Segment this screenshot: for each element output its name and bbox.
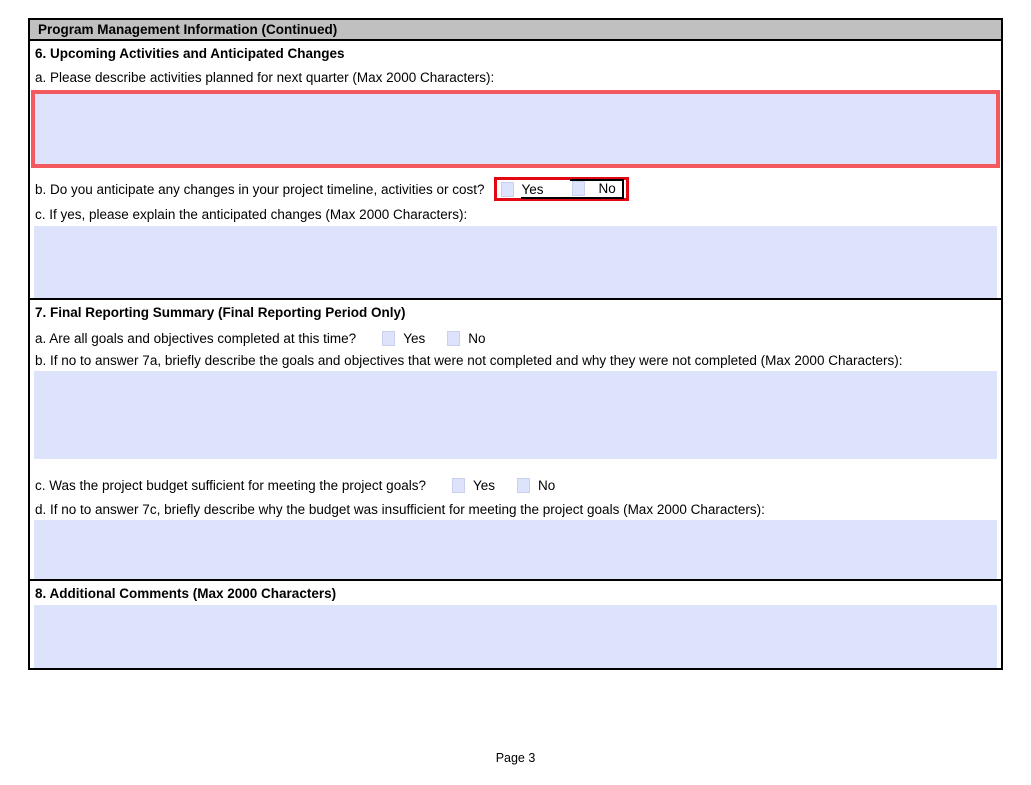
question-6c-label: c. If yes, please explain the anticipated changes (Max 2000 Characters): [35, 207, 468, 222]
question-6b-row [35, 177, 1001, 201]
question-7a-yes-label: Yes [403, 331, 426, 346]
program-management-form [28, 18, 1003, 670]
question-6b-option-strip [521, 179, 623, 199]
form-header-bar [30, 20, 1001, 41]
activities-next-quarter-field[interactable] [35, 94, 996, 164]
question-7a-yes-checkbox[interactable] [382, 331, 395, 346]
question-6b-yes-label: Yes [521, 182, 544, 197]
section-7-title: 7. Final Reporting Summary (Final Reporting Period Only) [35, 305, 406, 320]
question-7c-yes-label: Yes [472, 478, 495, 493]
section-8-additional-comments [30, 581, 1001, 668]
question-6b-no-cell [570, 179, 624, 197]
form-header-title: Program Management Information (Continued) [38, 22, 338, 37]
section-8-title: 8. Additional Comments (Max 2000 Characters) [35, 586, 337, 601]
page-number: Page 3 [495, 751, 536, 765]
additional-comments-field[interactable] [34, 605, 997, 668]
question-7b-label: b. If no to answer 7a, briefly describe the goals and objectives that were not completed and why they were not completed (Max 2000 Characters): [35, 353, 903, 368]
section-7-final-reporting [30, 300, 1001, 581]
incomplete-goals-field[interactable] [34, 371, 997, 459]
question-7c-row [35, 478, 1001, 493]
question-7d-label: d. If no to answer 7c, briefly describe why the budget was insufficient for meeting the project goals (Max 2000 Characters): [35, 502, 765, 517]
section-6-upcoming-activities [30, 41, 1001, 300]
question-7a-label: a. Are all goals and objectives completed at this time? [35, 331, 357, 346]
question-6b-yes-checkbox[interactable] [501, 182, 514, 197]
question-7a-row [35, 331, 1001, 346]
question-7c-label: c. Was the project budget sufficient for meeting the project goals? [35, 478, 426, 493]
question-7c-no-checkbox[interactable] [517, 478, 530, 493]
question-7a-no-checkbox[interactable] [447, 331, 460, 346]
question-6a-highlight-box [31, 90, 1000, 168]
question-6b-highlight-box [494, 177, 628, 201]
question-6b-label: b. Do you anticipate any changes in your project timeline, activities or cost? [35, 181, 485, 197]
insufficient-budget-field[interactable] [34, 520, 997, 581]
section-6-title: 6. Upcoming Activities and Anticipated Changes [35, 46, 345, 61]
question-6b-no-checkbox[interactable] [572, 181, 585, 196]
question-6b-no-label: No [598, 181, 616, 196]
question-7c-yes-checkbox[interactable] [452, 478, 465, 493]
question-7a-no-label: No [468, 331, 486, 346]
anticipated-changes-field[interactable] [34, 226, 997, 300]
question-7c-no-label: No [538, 478, 556, 493]
question-6a-label: a. Please describe activities planned for next quarter (Max 2000 Characters): [35, 70, 495, 85]
